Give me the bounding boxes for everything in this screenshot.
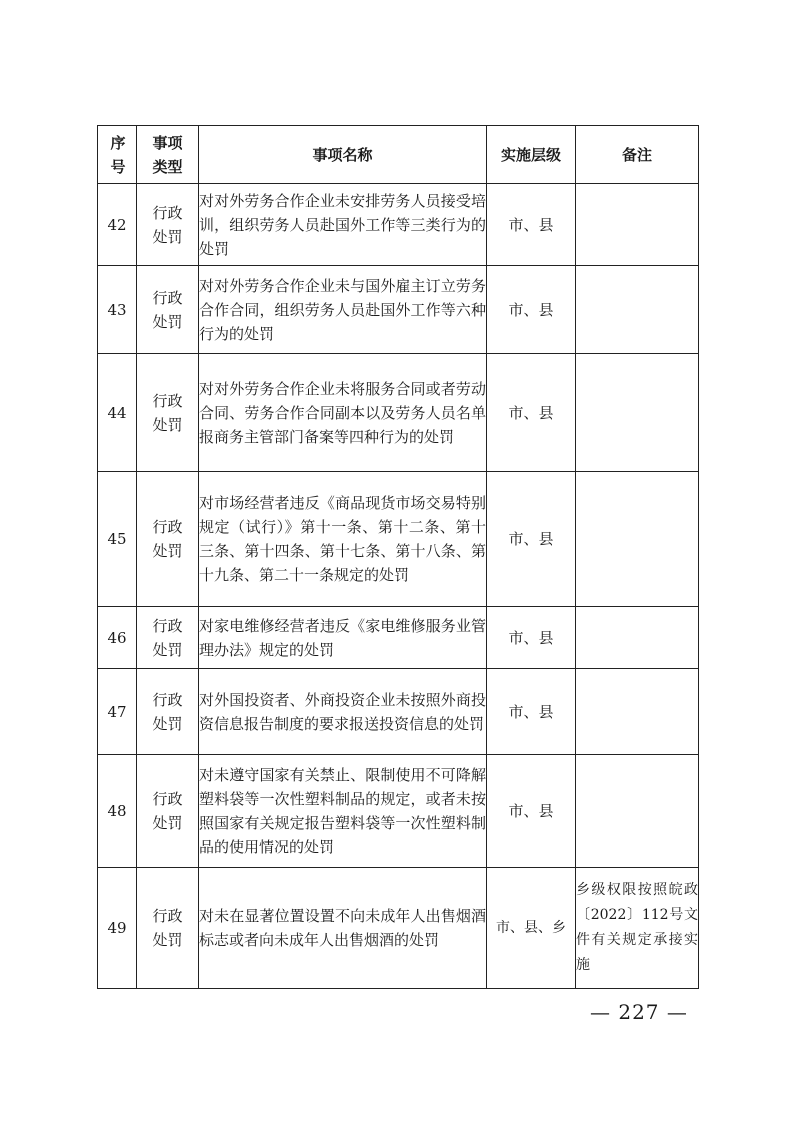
page-number: — 227 — — [590, 1000, 688, 1024]
header-level: 实施层级 — [487, 126, 576, 184]
row-level: 市、县 — [487, 184, 576, 266]
row-num: 46 — [98, 607, 137, 669]
row-type: 行政处罚 — [137, 607, 199, 669]
items-table — [97, 125, 699, 989]
header-num: 序号 — [98, 126, 137, 184]
table-row — [98, 868, 699, 989]
row-type: 行政处罚 — [137, 669, 199, 755]
row-level: 市、县 — [487, 607, 576, 669]
row-name: 对外国投资者、外商投资企业未按照外商投资信息报告制度的要求报送投资信息的处罚 — [199, 669, 487, 755]
table-row — [98, 755, 699, 868]
header-note: 备注 — [576, 126, 699, 184]
row-num: 47 — [98, 669, 137, 755]
row-level: 市、县、乡 — [487, 868, 576, 989]
table-row — [98, 266, 699, 354]
table-row — [98, 472, 699, 607]
table-row — [98, 184, 699, 266]
table-header-row — [98, 126, 699, 184]
row-type: 行政处罚 — [137, 868, 199, 989]
row-num: 45 — [98, 472, 137, 607]
row-level: 市、县 — [487, 755, 576, 868]
row-note — [576, 669, 699, 755]
header-name: 事项名称 — [199, 126, 487, 184]
row-level: 市、县 — [487, 669, 576, 755]
row-name: 对对外劳务合作企业未与国外雇主订立劳务合作合同，组织劳务人员赴国外工作等六种行为的处罚 — [199, 266, 487, 354]
table-row — [98, 669, 699, 755]
row-type: 行政处罚 — [137, 354, 199, 472]
row-num: 49 — [98, 868, 137, 989]
row-num: 43 — [98, 266, 137, 354]
row-note — [576, 354, 699, 472]
table-row — [98, 354, 699, 472]
row-name: 对未在显著位置设置不向未成年人出售烟酒标志或者向未成年人出售烟酒的处罚 — [199, 868, 487, 989]
row-type: 行政处罚 — [137, 472, 199, 607]
row-level: 市、县 — [487, 472, 576, 607]
row-num: 48 — [98, 755, 137, 868]
row-level: 市、县 — [487, 266, 576, 354]
table-row — [98, 607, 699, 669]
row-num: 42 — [98, 184, 137, 266]
row-num: 44 — [98, 354, 137, 472]
row-name: 对对外劳务合作企业未安排劳务人员接受培训，组织劳务人员赴国外工作等三类行为的处罚 — [199, 184, 487, 266]
row-note — [576, 755, 699, 868]
header-type: 事项类型 — [137, 126, 199, 184]
row-name: 对市场经营者违反《商品现货市场交易特别规定（试行）》第十一条、第十二条、第十三条、第十四条、第十七条、第十八条、第十九条、第二十一条规定的处罚 — [199, 472, 487, 607]
row-type: 行政处罚 — [137, 755, 199, 868]
row-type: 行政处罚 — [137, 266, 199, 354]
row-type: 行政处罚 — [137, 184, 199, 266]
row-name: 对未遵守国家有关禁止、限制使用不可降解塑料袋等一次性塑料制品的规定，或者未按照国家有关规定报告塑料袋等一次性塑料制品的使用情况的处罚 — [199, 755, 487, 868]
row-note — [576, 472, 699, 607]
row-name: 对家电维修经营者违反《家电维修服务业管理办法》规定的处罚 — [199, 607, 487, 669]
row-note — [576, 607, 699, 669]
row-note — [576, 184, 699, 266]
row-note — [576, 266, 699, 354]
row-note: 乡级权限按照皖政〔2022〕112号文件有关规定承接实施 — [576, 868, 699, 989]
row-level: 市、县 — [487, 354, 576, 472]
row-name: 对对外劳务合作企业未将服务合同或者劳动合同、劳务合作合同副本以及劳务人员名单报商务主管部门备案等四种行为的处罚 — [199, 354, 487, 472]
